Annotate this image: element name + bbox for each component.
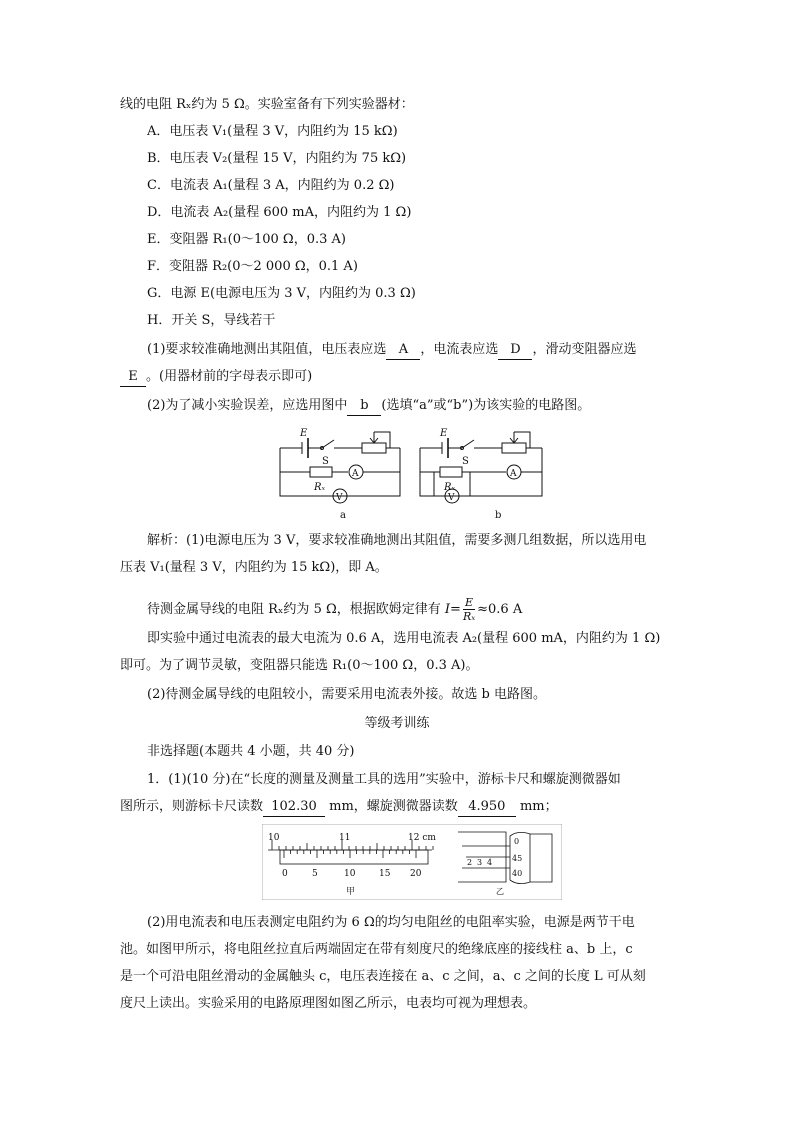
micrometer-caption: 乙 — [496, 887, 504, 896]
micrometer-sleeve-3: 3 — [477, 858, 483, 867]
answer-blank-circuit: b — [347, 397, 381, 416]
problem-2-line-2: 池。如图甲所示，将电阻丝拉直后两端固定在带有刻度尺的绝缘底座的接线柱 a、b 上，c — [120, 942, 633, 957]
problem-2-line-4: 度尺上读出。实验采用的电路原理图如图乙所示，电表均可视为理想表。 — [120, 996, 537, 1011]
problem-2-line-1: (2)用电流表和电压表测定电阻约为 6 Ω的均匀电阻丝的电阻率实验，电源是两节干电 — [147, 915, 635, 930]
section-subtitle: 非选择题(本题共 4 小题，共 40 分) — [147, 744, 355, 759]
label-e-b: E — [440, 428, 448, 439]
measurement-figures — [262, 824, 562, 900]
analysis-line-6: (2)待测金属导线的电阻较小，需要采用电流表外接。故选 b 电路图。 — [147, 687, 547, 702]
problem-1-line-1: 1．(1)(10 分)在“长度的测量及测量工具的选用”实验中，游标卡尺和螺旋测微器如 — [147, 772, 621, 787]
answer-blank-ammeter: D — [498, 341, 532, 360]
caption-b: b — [495, 510, 502, 521]
micrometer-sleeve-2: 2 — [467, 858, 473, 867]
caliper-v-5: 5 — [312, 869, 318, 879]
label-rx-b: Rₓ — [444, 482, 456, 493]
label-rx-a: Rₓ — [314, 482, 326, 493]
intro-text: 线的电阻 Rₓ约为 5 Ω。实验室备有下列实验器材： — [120, 97, 414, 112]
voltmeter-a: V — [336, 493, 343, 503]
micrometer-sleeve-4: 4 — [487, 858, 493, 867]
problem-2-line-3: 是一个可沿电阻丝滑动的金属触头 c，电压表连接在 a、c 之间，a、c 之间的长度 L 可从刻 — [120, 969, 646, 984]
ohm-fraction: $\frac{E}{\text{Rₓ}}$ — [462, 596, 476, 623]
label-s-a: S — [322, 456, 329, 467]
answer-blank-caliper: 102.30 — [263, 798, 325, 817]
circuit-diagrams — [270, 418, 550, 522]
analysis-line-3: 待测金属导线的电阻 Rₓ约为 5 Ω，根据欧姆定律有 I= $\frac{E}{\text{Rₓ}}$ ≈0.6 A — [147, 596, 523, 623]
caliper-caption: 甲 — [346, 887, 356, 897]
problem-1-line-2: 图所示，则游标卡尺读数 102.30 mm，螺旋测微器读数 4.950 mm； — [120, 798, 558, 817]
caliper-v-15: 15 — [379, 869, 391, 879]
analysis-line-1: 解析：(1)电源电压为 3 V，要求较准确地测出其阻值，需要多测几组数据，所以选用电 — [147, 533, 647, 548]
caption-a: a — [340, 510, 346, 521]
caliper-main-11: 11 — [339, 833, 351, 843]
analysis-line-4: 即实验中通过电流表的最大电流为 0.6 A，选用电流表 A₂(量程 600 mA，内阻约为 1 Ω) — [147, 631, 661, 646]
option-d: D．电流表 A₂(量程 600 mA，内阻约为 1 Ω) — [147, 205, 412, 220]
caliper-main-10: 10 — [268, 833, 280, 843]
analysis-line-5: 即可。为了调节灵敏，变阻器只能选 R₁(0～100 Ω，0.3 A)。 — [120, 658, 479, 673]
label-s-b: S — [462, 456, 469, 467]
micrometer-thimble-40: 40 — [512, 869, 523, 878]
section-title: 等级考训练 — [364, 716, 430, 731]
option-h: H．开关 S，导线若干 — [147, 313, 276, 328]
question-1-line: (1)要求较准确地测出其阻值，电压表应选 A ，电流表应选 D ，滑动变阻器应选 — [147, 341, 636, 360]
answer-blank-rheostat: E — [120, 368, 146, 387]
option-a: A．电压表 V₁(量程 3 V，内阻约为 15 kΩ) — [147, 124, 398, 139]
question-2-line: (2)为了减小实验误差，应选用图中 b (选填“a”或“b”)为该实验的电路图。 — [147, 397, 590, 416]
ammeter-a: A — [352, 469, 359, 479]
caliper-v-0: 0 — [282, 869, 288, 879]
option-e: E．变阻器 R₁(0～100 Ω，0.3 A) — [147, 232, 346, 247]
question-1-line-2: E 。(用器材前的字母表示即可) — [120, 368, 312, 387]
answer-blank-micrometer: 4.950 — [458, 798, 516, 817]
micrometer-thimble-0: 0 — [514, 837, 520, 846]
option-b: B．电压表 V₂(量程 15 V，内阻约为 75 kΩ) — [147, 151, 407, 166]
micrometer-thimble-45: 45 — [512, 854, 523, 863]
caliper-main-12: 12 cm — [408, 833, 436, 843]
label-e-a: E — [300, 428, 308, 439]
caliper-v-10: 10 — [344, 869, 356, 879]
voltmeter-b: V — [448, 493, 455, 503]
option-f: F．变阻器 R₂(0～2 000 Ω，0.1 A) — [147, 259, 358, 274]
ammeter-b: A — [510, 469, 517, 479]
option-g: G．电源 E(电源电压为 3 V，内阻约为 0.3 Ω) — [147, 286, 416, 301]
option-c: C．电流表 A₁(量程 3 A，内阻约为 0.2 Ω) — [147, 178, 395, 193]
answer-blank-voltmeter: A — [386, 341, 420, 360]
caliper-v-20: 20 — [410, 869, 422, 879]
analysis-line-2: 压表 V₁(量程 3 V，内阻约为 15 kΩ)，即 A。 — [120, 560, 388, 575]
